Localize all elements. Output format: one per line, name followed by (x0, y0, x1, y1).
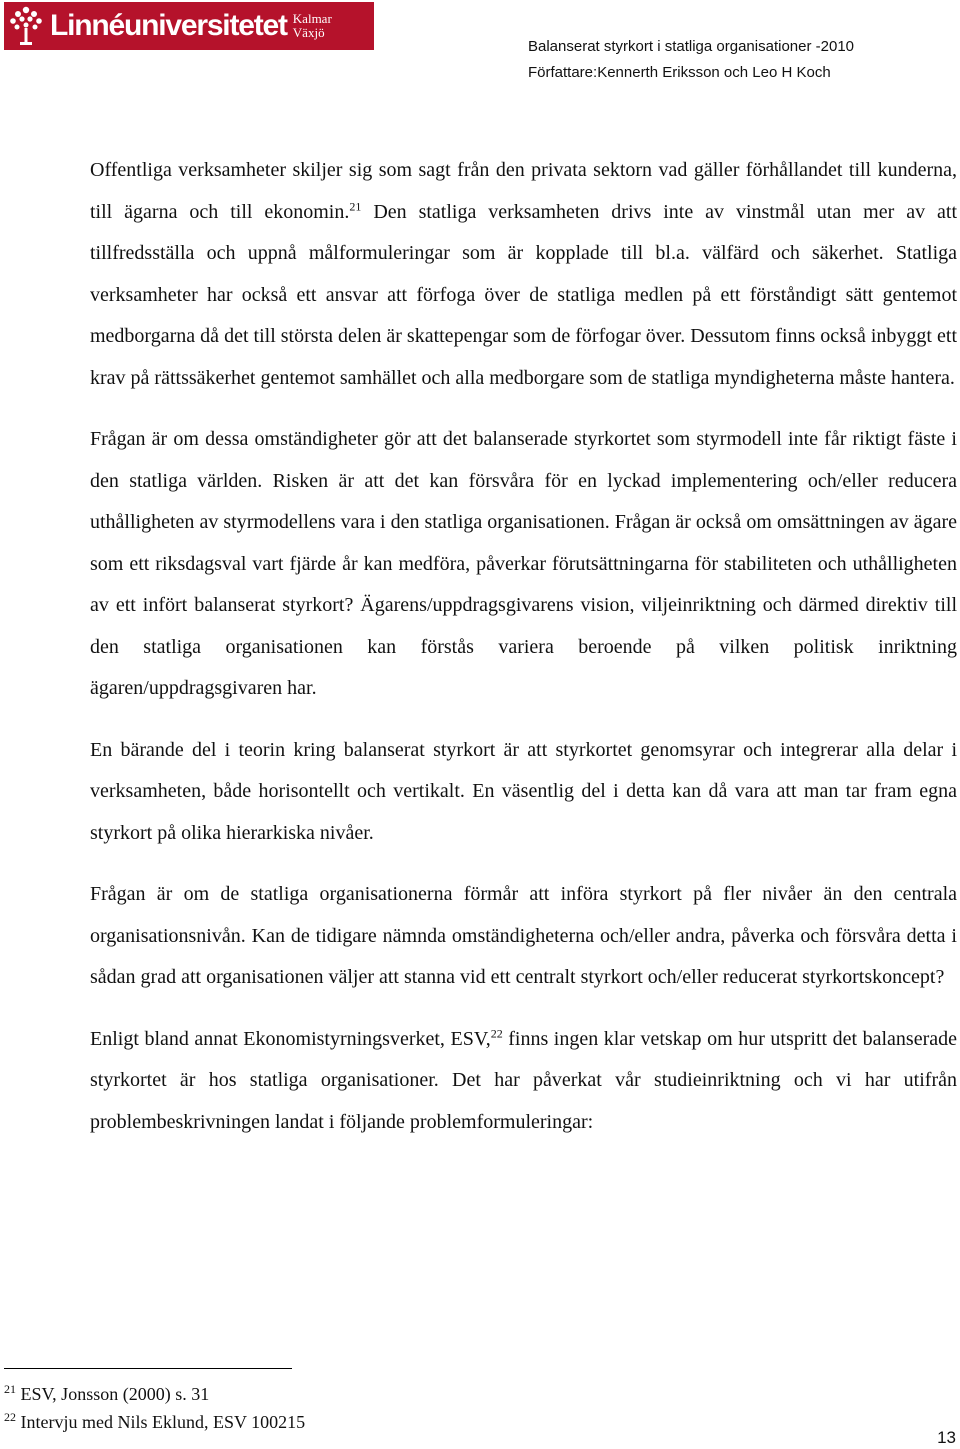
logo-campus-kalmar: Kalmar (292, 11, 332, 26)
footnote-number: 22 (4, 1410, 16, 1424)
paragraph-2: Frågan är om dessa omständigheter gör att det balanserade styrkortet som styrmodell inte får riktigt fäste i den statliga världen. Risken är att det kan försvåra för en lyckad implementering och/eller reducera uthålligheten av styrmodellens vara i den statliga organisationen. Frågan är också om omsättningen av ägare som ett riksdagsval vart fjärde år kan medföra, påverkar förutsättningarna för stabiliteten och uthålligheten av ett infört balanserat styrkort? Ägarens/uppdragsgivarens vision, viljeinriktning och därmed direktiv till den statliga organisationen kan förstås variera beroende på vilken politisk inriktning ägaren/uppdragsgivaren har. (90, 428, 957, 699)
footnotes (4, 1378, 305, 1434)
page-number: 13 (937, 1428, 956, 1447)
footnote-text: ESV, Jonsson (2000) s. 31 (16, 1384, 210, 1404)
paragraph-1-text-a: Offentliga verksamheter skiljer sig som sagt från den privata sektorn vad gäller förhållandet till kunderna, till ägarna och till ekonomin. (90, 159, 957, 223)
logo-campus-vaxjo: Växjö (292, 25, 325, 40)
footnote-ref-22: 22 (490, 1025, 503, 1040)
paragraph-5 (90, 1019, 957, 1144)
tree-logo-icon (4, 2, 48, 50)
paragraph-1 (90, 150, 957, 399)
footnote-text: Intervju med Nils Eklund, ESV 100215 (16, 1412, 306, 1432)
header-authors: Författare:Kennerth Eriksson och Leo H Koch (528, 64, 831, 81)
paragraph-5-text-b: finns ingen klar vetskap om hur utspritt det balanserade styrkortet är hos statliga organisationer. Det har påverkat vår studieinriktning och vi har utifrån problembeskrivningen landat i följande problemformuleringar: (90, 1027, 958, 1133)
paragraph-5-text-a: Enligt bland annat Ekonomistyrningsverket, ESV, (90, 1027, 491, 1050)
document-body (90, 150, 957, 1163)
header-title: Balanserat styrkort i statliga organisationer -2010 (528, 38, 855, 55)
university-logo (4, 2, 374, 50)
logo-name: Linnéuniversitetet (50, 9, 287, 42)
footnote-ref-21: 21 (349, 198, 362, 213)
footnote-number: 21 (4, 1382, 16, 1396)
paragraph-3: En bärande del i teorin kring balanserat styrkort är att styrkortet genomsyrar och integrerar alla delar i verksamheten, både horisontellt och vertikalt. En väsentlig del i detta kan då vara att man tar fram egna styrkort på olika hierarkiska nivåer. (90, 738, 957, 844)
logo-campuses (293, 12, 332, 40)
paragraph-4: Frågan är om de statliga organisationerna förmår att införa styrkort på fler nivåer än den centrala organisationsnivån. Kan de tidigare nämnda omständigheterna och/eller andra, påverka och försvåra detta i sådan grad att organisationen väljer att stanna vid ett centralt styrkort och/eller reducerat styrkortskoncept? (90, 883, 957, 988)
footnote-divider (4, 1368, 292, 1369)
paragraph-1-text-b: Den statliga verksamheten drivs inte av vinstmål utan mer av att tillfredsställa och uppnå målformuleringar som är kopplade till bl.a. välfärd och säkerhet. Statliga verksamheter har också ett ansvar att förfoga över de statliga medlen på ett förståndigt sätt gentemot medborgarna då det till största delen är skattepengar som de förfogar över. Dessutom finns också inbyggt ett krav på rättssäkerhet gentemot samhället och alla medborgare som de statliga myndigheterna måste hantera. (90, 200, 957, 389)
footnote-21 (4, 1378, 305, 1406)
running-header (528, 34, 854, 86)
footnote-22 (4, 1406, 305, 1434)
